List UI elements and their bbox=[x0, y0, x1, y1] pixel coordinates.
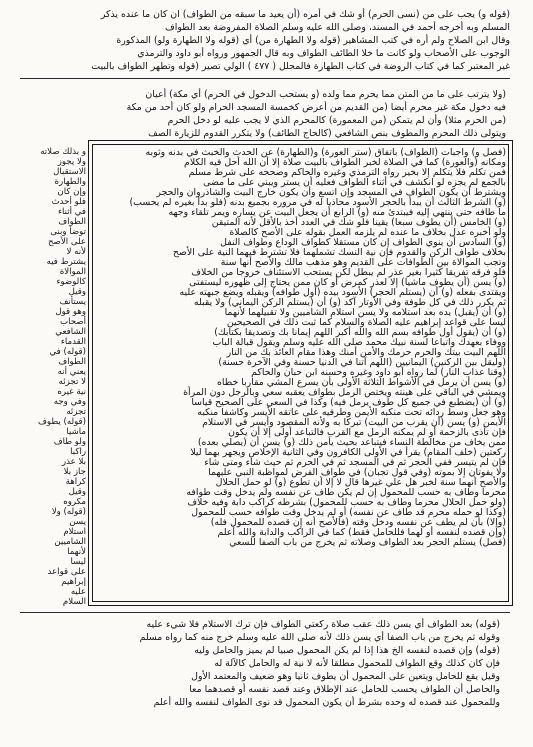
main-line: ممن يخاف من مخالطة النساء فيتباعد بحيث يأمن ذلك (و) يسن أن (يصلي بعده) bbox=[197, 437, 506, 448]
side-note-line: كالوضوء bbox=[56, 277, 86, 287]
main-line: (و) الخامس (أن يطوف سبعا) يقينا فلو شك في العدد أخذ بالأقل لأنه المتيقن bbox=[211, 217, 506, 228]
main-line: ووفاء بعهدك واتباعا لسنة نبيك محمد صلى الله عليه وسلم ويقول قبالة الباب bbox=[212, 337, 506, 348]
side-note-line: وفي وجه bbox=[53, 397, 86, 407]
main-line: (فصل) يستلم الحجر بعد الطواف وصلاته ثم يخرج من باب الصفا للسعي bbox=[229, 537, 506, 548]
main-line: (و) السادس أن ينوي الطواف إن كان مستقلا كطواف الوداع وطواف النفل bbox=[220, 237, 506, 248]
side-note-line: القدماء bbox=[60, 337, 86, 347]
main-line: فإن تأذى بالزحمة أو لم يمكنه الرمل مع القرب فالتباعد أولى إلا أن يكون bbox=[228, 427, 506, 438]
side-note-line: كراهة bbox=[65, 477, 86, 487]
side-note-line: (قوله) ولا bbox=[51, 507, 86, 517]
main-line: ليسا على قواعد إبراهيم عليه الصلاة والسلام كما ثبت ذلك في الصحيحين bbox=[226, 317, 506, 328]
side-note-line: فلو أحدث bbox=[51, 197, 86, 207]
main-line: ويمشي في الباقي على هينته ويختص الرمل بطواف يعقبه سعي وبالرجل دون المرأة bbox=[183, 387, 506, 398]
footnote-line: وقوله ثم يخرج من باب الصفا أي يسن ذلك لأنه صلى الله عليه وسلم خرج منه كما رواه مسلم bbox=[139, 632, 500, 643]
main-line: محرما وطاف به حسب للمحمول إن لم يكن طاف عن نفسه ولم يدخل وقت طوافه bbox=[186, 487, 506, 498]
header-divider bbox=[20, 78, 510, 79]
footnote-line: والحاصل أن الطواف يحسب للحامل عند الإطلاق وعند قصد نفسه أو قصدهما معا bbox=[189, 684, 500, 695]
main-line: فإن لم يتيسر ففي الحجر ثم في المسجد ثم في الحرم ثم حيث شاء ومتى شاء bbox=[204, 457, 506, 468]
side-note-line: ولا يجوز bbox=[57, 157, 86, 167]
main-line: ومكانه (والعورة) كما في الصلاة لخبر الطواف بالبيت صلاة إلا أن الله أحل فيه الكلام bbox=[184, 157, 506, 168]
side-note-line: الموالاة bbox=[59, 267, 86, 277]
side-note-line: (قوله) يطوف bbox=[38, 417, 86, 427]
side-note-line: في أثناء bbox=[57, 207, 86, 217]
side-note-line: يشترط فيه bbox=[46, 257, 86, 267]
main-line: ثم يكرر ذلك في كل طوفة وفي الأوتار آكد (و) أن (يستلم الركن اليماني) ولا يقبله bbox=[193, 297, 506, 308]
main-line: (و) أن (يقبل) يده بعد استلامه ولا يسن استلام الشاميين ولا تقبيلهما لأنهما bbox=[224, 307, 506, 318]
side-note-line: لا تجزئه bbox=[58, 377, 86, 387]
main-line: فيه دخول مكة غير محرم أيضا (من القديم من أعرض كخمسة المسجد الحرام ولو كان أحد من مكة bbox=[126, 102, 506, 113]
main-line: (و) أن (يضطبع في جميع كل طوف يرمل فيه) وكذا في السعي على الصحيح قياسا bbox=[191, 397, 506, 408]
main-line: ولا يفوتان إلا بموته (وفي قول تجبان) في طواف الفرض لمواظبة النبي عليهما bbox=[208, 467, 506, 478]
main-line: ويتولى ذلك المحرم والمطوف بنص الشافعي (كالحاج الطائف) ولا يتكرر القدوم للزيارة الصف bbox=[148, 128, 506, 139]
side-note-line: يعني أنه bbox=[57, 367, 86, 377]
main-line: ويشترط أن يكون الطواف في المسجد وإن اتسع وأن يكون خارج البيت والشاذروان والحجر bbox=[156, 187, 506, 198]
main-line: (من الحرم مثلا) وأن لم يتمكن (من المعمورة) كالمحرم الذي لا يجب عليه لو دخل الحرم bbox=[167, 115, 506, 126]
main-line: ويقتدى بفعله (و) أن (يستلم الحجر) الأسود بيده (أول طوافه) ويقبله ويضع جبهته عليه bbox=[179, 287, 506, 298]
main-line: والأصح أنهما سنة لخبر هل علي غيرها قال لا إلا أن تطوع (و) لو حمل الحلال bbox=[215, 477, 506, 488]
footnote-line: فإن كان كذلك وقع الطواف للمحمول مطلقا لأنه لا نية له والحامل كالآلة له bbox=[214, 658, 500, 669]
main-line: (وليقل بين الركنين) اليمانيين (اللهم آتنا في الدنيا حسنة وفي الآخرة حسنة) bbox=[218, 357, 506, 368]
side-note-line: لأنه لا bbox=[66, 247, 86, 257]
side-note-line: ولو طاف bbox=[53, 437, 86, 447]
side-note-line: والطهارة bbox=[54, 177, 86, 187]
main-line: بخلاف طواف الركن والقدوم فإن نية النسك تشملهما فلا تشترط فيهما النية على الأصح bbox=[172, 247, 506, 258]
main-line: (ولا يترتب على ما من المتن مما يحرم مما ولده (و يستحب الدخول في الحرم) أي مكة) أعيان bbox=[145, 89, 506, 100]
side-note-line: على قواعد bbox=[47, 567, 86, 577]
side-note-line: الطواف bbox=[58, 217, 86, 227]
side-note-line: عليه bbox=[70, 587, 86, 597]
side-note-line: على الأصح bbox=[47, 237, 86, 247]
main-line: وتجب الموالاة بين الطوافات على القديم وهو مذهب مالك والأصح أنها سنة bbox=[220, 257, 506, 268]
side-note-line: وإن كان bbox=[57, 187, 86, 197]
header-line: الوجوب على الأصحاب ولو كانت ما خلا الطائف الطواف وبه قال الجمهور ورواه أبو داود والترمذي bbox=[137, 48, 510, 59]
side-note-line: ليسا bbox=[70, 557, 86, 567]
side-note-line: (قوله) في bbox=[49, 347, 86, 357]
main-line: (فصل و) واجبات (الطواف) باتفاق (ستر العورة) و(الطهارة) عن الحدث والخبث في بدنه وثوبه bbox=[145, 147, 506, 158]
main-line: ولو أخبره عدل بخلاف ما عنده لم يلزمه العمل بقوله على الأصح كالصلاة bbox=[229, 227, 506, 238]
main-line: (و) يسن أن يرمل في الأشواط الثلاثة الأولى بأن يسرع المشي مقاربا خطاه bbox=[216, 377, 506, 388]
side-note-line: الطواف bbox=[58, 357, 86, 367]
main-line: (وقنا عذاب النار) لما رواه أبو داود وغيره وحسنه ابن حبان والحاكم bbox=[251, 367, 506, 378]
side-note-line: السلام bbox=[62, 597, 86, 607]
side-note-line: مكروه bbox=[63, 497, 86, 507]
header-line: المسلم وبه أخرجه أحمد في المسند، وصلى الله عليه وسلم الصلاة المفروضة بعد الطواف bbox=[165, 22, 510, 33]
side-note-line: إبراهيم bbox=[61, 577, 86, 587]
main-line: (و) الشرط الثالث أن يبدأ بالحجر الأسود محاذيا له في مروره بجميع بدنه (فلو بدأ بغيره لم يحسب) bbox=[129, 197, 506, 208]
side-note-line: جاز بلا bbox=[63, 467, 86, 477]
header-line: وقال ابن الصلاح ولم أره في كتب المشاهير (قوله ولا الطهارة من) أي (قوله ولا الطهارة ولو) المذكورة bbox=[116, 35, 510, 46]
side-note-line: استلام bbox=[63, 527, 86, 537]
side-note-line: أصحاب bbox=[60, 317, 86, 327]
side-note-line: نية غيره bbox=[57, 387, 86, 397]
main-line: ما طافه حتى ينتهي إليه فيبتدئ منه (و) الرابع أن يجعل البيت عن يساره ويمر تلقاء وجهه bbox=[168, 207, 506, 218]
side-note-line: يسن bbox=[69, 517, 86, 527]
main-line: بالجمع لم يجزه لو انكشف في أثناء الطواف فعليه أن يستر ويبني على ما مضى bbox=[203, 177, 506, 188]
main-line: ركعتين (خلف المقام) يقرأ في الأولى الكافرون وفي الثانية الإخلاص ويجهر بهما ليلا bbox=[190, 447, 506, 458]
main-line: (و) يسن (أن يطوف ماشيا) إلا لعذر كمرض أو كان ممن يحتاج إلى ظهوره ليستفتى bbox=[189, 277, 506, 288]
main-line: (و) أن (يقول أول طوافه بسم الله والله أكبر اللهم إيمانا بك وتصديقا بكتابك) bbox=[214, 327, 506, 338]
footnote-line: وقيل يقع للحامل ويتعين على المحمول أن يطوف ثانيا وهو ضعيف والمعتمد الأول bbox=[191, 671, 500, 682]
main-line: (وإن قصده لنفسه أو لهما فللحامل فقط) كما في الراكب والدابة والله أعلم bbox=[217, 527, 506, 538]
side-note-line: تجزئه bbox=[66, 407, 86, 417]
footnote-line: (قوله) بعد الطواف أي يسن ذلك عقب صلاة ركعتي الطواف فإن ترك الاستلام فلا شيء عليه bbox=[146, 619, 500, 630]
header-line: (قوله و) يجب على من (نسى الحرم) أو شك في أمره (أن يعيد ما سبقه من الطواف) ان كان ما عنده يذكر bbox=[100, 9, 510, 20]
footer-divider bbox=[20, 612, 510, 613]
main-line: وهو جعل وسط ردائه تحت منكبه الأيمن وطرفيه على عاتقه الأيسر وكاشفا منكبه bbox=[197, 407, 506, 418]
side-note-line: وقيل bbox=[68, 287, 86, 297]
side-note-line: الشافعي bbox=[55, 327, 86, 337]
main-line: فمن تكلم فلا يتكلم إلا بخير رواه الترمذي وغيره والحاكم وصححه على شرط مسلم bbox=[188, 167, 506, 178]
side-note-line: وهو قول bbox=[55, 307, 86, 317]
header-line: غير المعتبر كما في كتاب الروضة في كتاب الطهارة فالمحلل ( ٤٧٧ ) الولي تصير (قوله وتطهر الطواف بالبيت bbox=[91, 61, 510, 72]
side-note-line: راكبا bbox=[70, 447, 86, 457]
footnote-line: وللمحمول عند قصده له وحده بشرط أن يكون المحمول قد نوى الطواف لنفسه والله أعلم bbox=[153, 697, 500, 708]
side-note-line: ماشيا bbox=[66, 427, 86, 437]
main-line: فلو فرقه تفريقا كثيرا بغير عذر لم يبطل لكن يستحب الاستئناف خروجا من الخلاف bbox=[191, 267, 506, 278]
side-note-line: و بذلك صلاته bbox=[40, 147, 86, 157]
main-line: (ولو حمل الحلال محرما وطاف به حسب للمحمول) بشرطه كراكب دابة وفيه خلاف bbox=[187, 497, 506, 508]
footnote-line: (قوله) وإن قصده لنفسه الخ هذا إذا لم يكن المحمول صبيا لم يميز والحامل وليه bbox=[194, 645, 500, 656]
side-note-line: توضأ وبنى bbox=[50, 227, 86, 237]
side-note-line: وقيل bbox=[68, 487, 86, 497]
main-line: (وإلا) بأن لم يطف عن نفسه ودخل وقته (فالأصح أنه إن قصده للمحمول فله) bbox=[210, 517, 506, 528]
main-line: الأيمن (و) يسن (أن يقرب من البيت) تبركا به ولأنه المقصود وأيسر في الاستلام bbox=[202, 417, 506, 428]
side-note-line: لأنهما bbox=[67, 547, 86, 557]
main-line: اللهم البيت بيتك والحرم حرمك والأمن أمنك وهذا مقام العائذ بك من النار bbox=[226, 347, 506, 358]
main-line: (وكذا لو حمله محرم قد طاف عن نفسه) أو لم يدخل وقت طوافه حسب للمحمول bbox=[191, 507, 506, 518]
side-note-line: بلا عذر bbox=[61, 457, 86, 467]
side-note-line: الاستقبال bbox=[53, 167, 86, 177]
side-note-line: يستأنف bbox=[59, 297, 86, 307]
side-note-line: الشاميين bbox=[54, 537, 86, 547]
